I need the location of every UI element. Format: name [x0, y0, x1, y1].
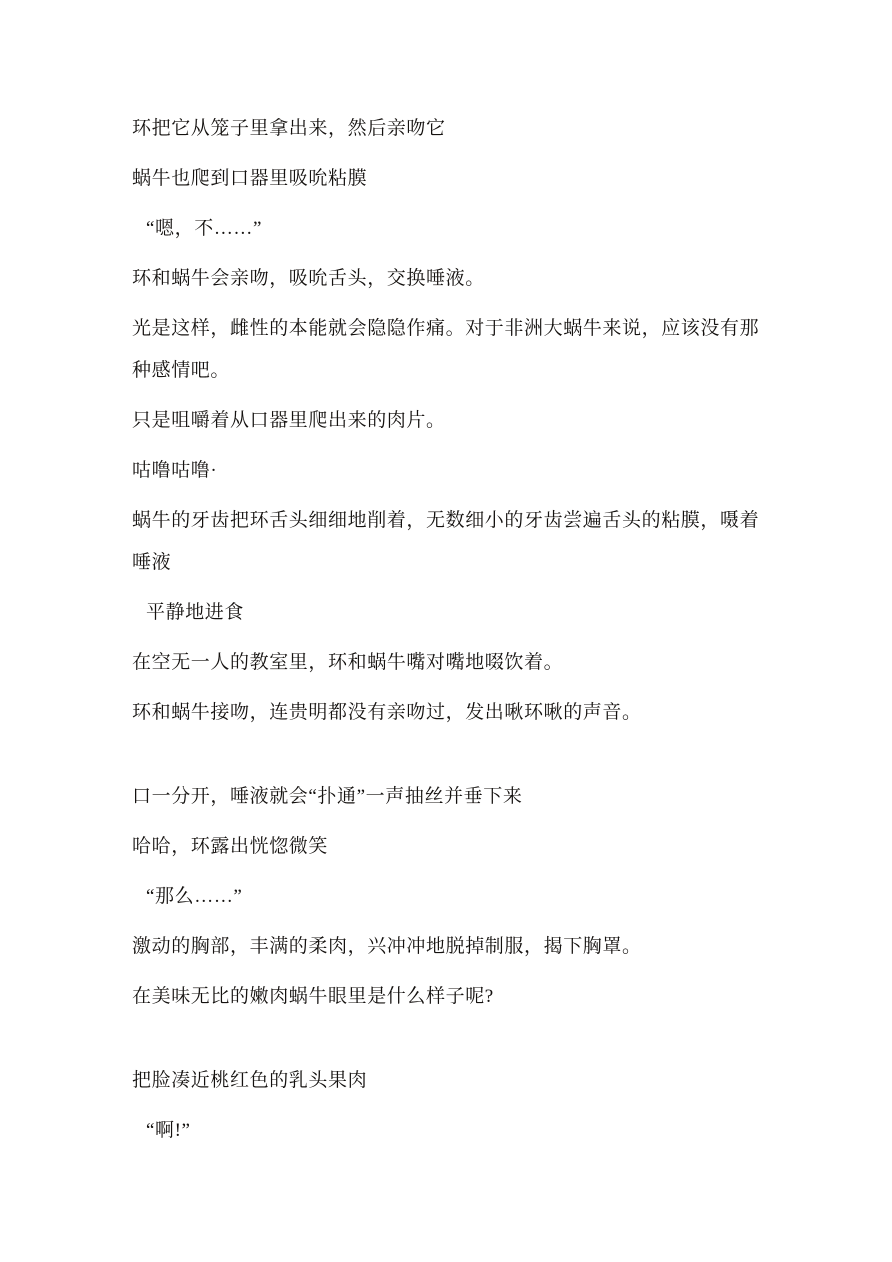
document-paragraph: 蜗牛也爬到口器里吸吮粘膜: [132, 168, 368, 189]
document-paragraph: 咕噜咕噜·: [132, 460, 218, 481]
document-paragraph: 环和蜗牛接吻，连贵明都没有亲吻过，发出啾环啾的声音。: [132, 702, 642, 723]
document-paragraph: “那么……”: [146, 886, 243, 907]
document-paragraph: 口一分开，唾液就会“扑通”一声抽丝并垂下来: [132, 786, 523, 807]
document-paragraph: 在空无一人的教室里，环和蜗牛嘴对嘴地啜饮着。: [132, 652, 564, 673]
paragraph-spacer: [132, 742, 764, 776]
document-paragraph: “嗯，不……”: [146, 218, 263, 239]
document-paragraph: 蜗牛的牙齿把环舌头细细地削着，无数细小的牙齿尝遍舌头的粘膜，嗫着唾液: [132, 510, 760, 573]
document-text-body: [132, 108, 764, 1152]
document-paragraph: “啊!”: [146, 1120, 191, 1141]
document-paragraph: 激动的胸部，丰满的柔肉，兴冲冲地脱掉制服，揭下胸罩。: [132, 936, 642, 957]
document-paragraph: 光是这样，雌性的本能就会隐隐作痛。对于非洲大蜗牛来说，应该没有那种感情吧。: [132, 318, 760, 381]
document-paragraph: 环和蜗牛会亲吻，吸吮舌头，交换唾液。: [132, 268, 485, 289]
document-paragraph: 只是咀嚼着从口器里爬出来的肉片。: [132, 410, 446, 431]
document-paragraph: 哈哈，环露出恍惚微笑: [132, 836, 329, 857]
paragraph-spacer: [132, 1026, 764, 1060]
document-paragraph: 环把它从笼子里拿出来，然后亲吻它: [132, 118, 446, 139]
document-paragraph: 平静地进食: [146, 602, 245, 623]
document-paragraph: 把脸凑近桃红色的乳头果肉: [132, 1070, 368, 1091]
document-paragraph: 在美味无比的嫩肉蜗牛眼里是什么样子呢?: [132, 986, 494, 1007]
